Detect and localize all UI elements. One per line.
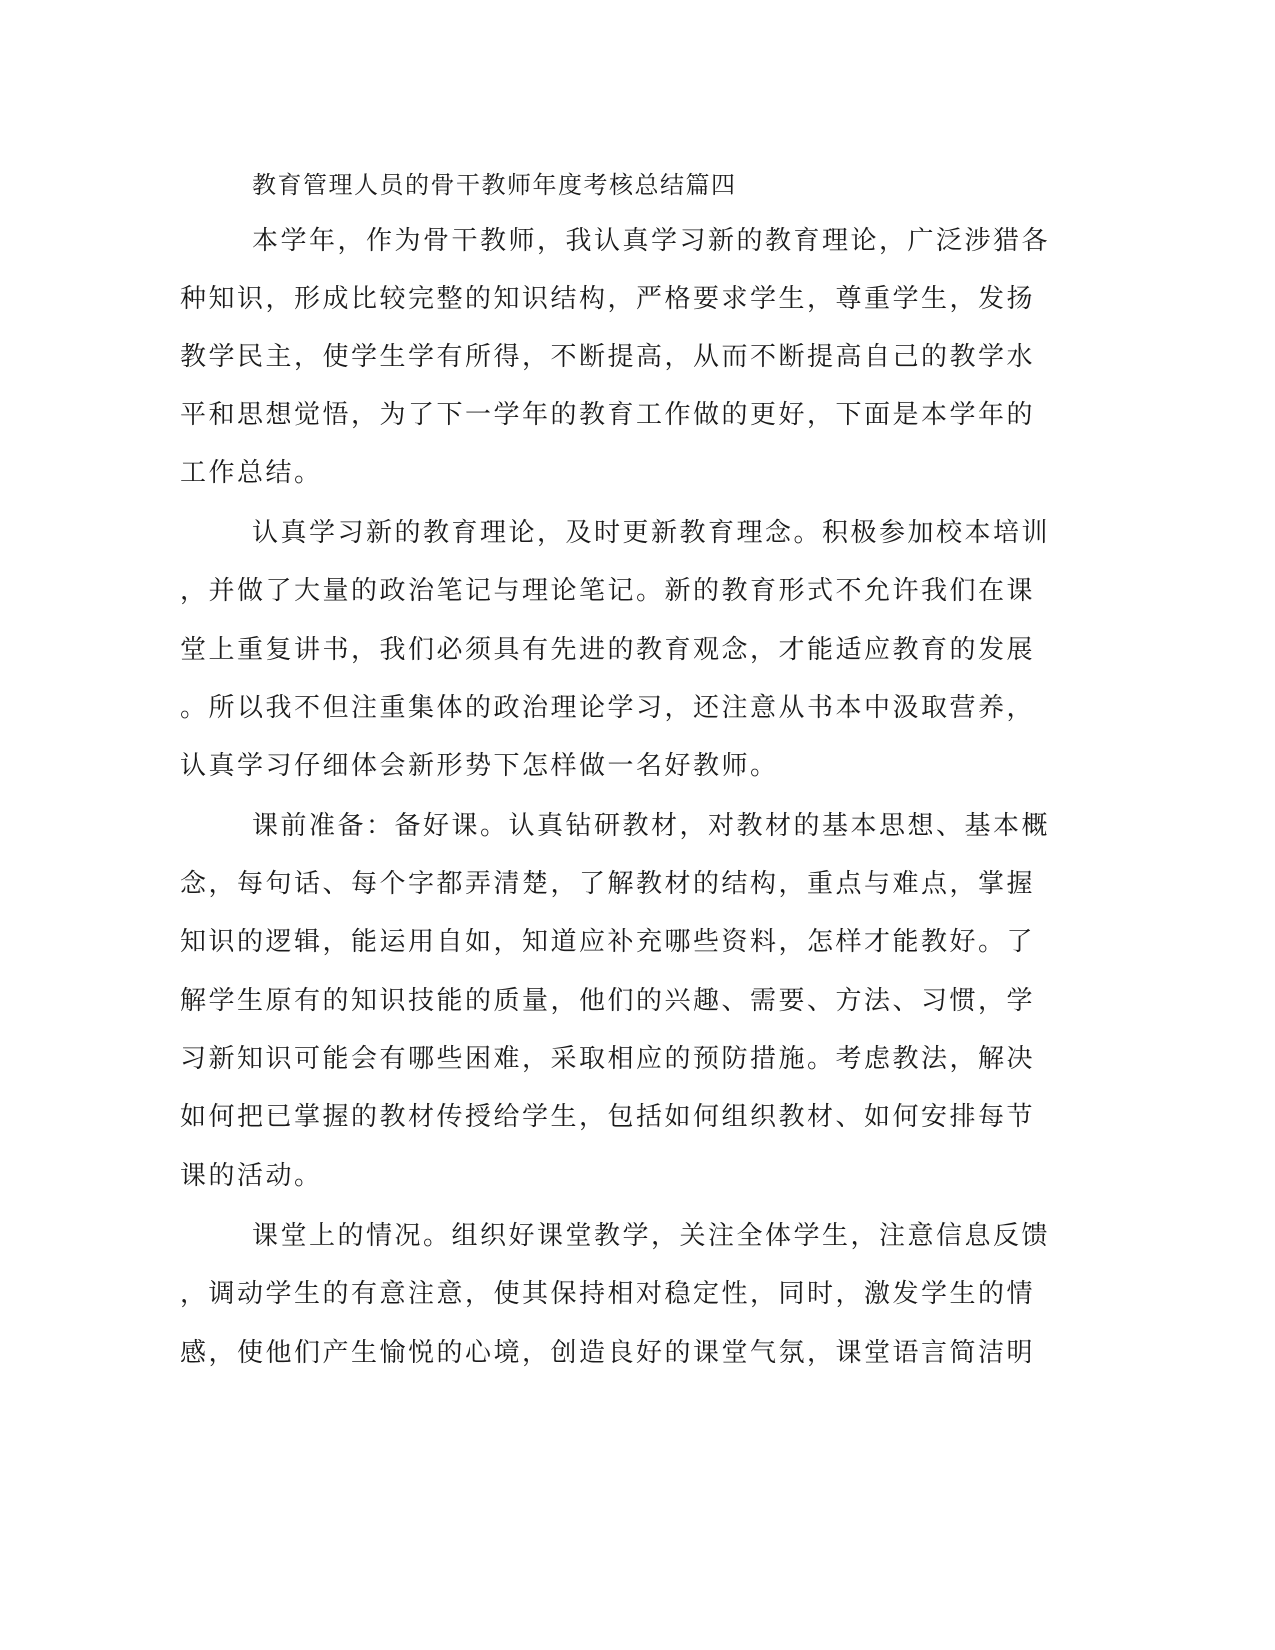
paragraph-3-line-7: 课的活动。 (180, 1161, 323, 1191)
paragraph-1-line-3: 教学民主，使学生学有所得，不断提高，从而不断提高自己的教学水 (180, 342, 1036, 372)
paragraph-2-line-5: 认真学习仔细体会新形势下怎样做一名好教师。 (180, 751, 779, 781)
paragraph-2-line-4: 。所以我不但注重集体的政治理论学习，还注意从书本中汲取营养， (180, 693, 1036, 723)
paragraph-4-line-1: 课堂上的情况。组织好课堂教学，关注全体学生，注意信息反馈 (252, 1221, 1051, 1251)
paragraph-1-line-1: 本学年，作为骨干教师，我认真学习新的教育理论，广泛涉猎各 (252, 226, 1051, 256)
document-title: 教育管理人员的骨干教师年度考核总结篇四 (252, 171, 737, 199)
paragraph-1-line-2: 种知识，形成比较完整的知识结构，严格要求学生，尊重学生，发扬 (180, 284, 1036, 314)
paragraph-3-line-3: 知识的逻辑，能运用自如，知道应补充哪些资料，怎样才能教好。了 (180, 927, 1036, 957)
paragraph-1-line-4: 平和思想觉悟，为了下一学年的教育工作做的更好，下面是本学年的 (180, 400, 1036, 430)
paragraph-2-line-2: ，并做了大量的政治笔记与理论笔记。新的教育形式不允许我们在课 (180, 576, 1036, 606)
paragraph-3-line-2: 念，每句话、每个字都弄清楚，了解教材的结构，重点与难点，掌握 (180, 869, 1036, 899)
paragraph-4-line-2: ，调动学生的有意注意，使其保持相对稳定性，同时，激发学生的情 (180, 1279, 1036, 1309)
paragraph-3-line-5: 习新知识可能会有哪些困难，采取相应的预防措施。考虑教法，解决 (180, 1044, 1036, 1074)
paragraph-2-line-1: 认真学习新的教育理论，及时更新教育理念。积极参加校本培训 (252, 518, 1051, 548)
paragraph-2-line-3: 堂上重复讲书，我们必须具有先进的教育观念，才能适应教育的发展 (180, 635, 1036, 665)
paragraph-1-line-5: 工作总结。 (180, 458, 323, 488)
paragraph-3-line-4: 解学生原有的知识技能的质量，他们的兴趣、需要、方法、习惯，学 (180, 986, 1036, 1016)
paragraph-3-line-6: 如何把已掌握的教材传授给学生，包括如何组织教材、如何安排每节 (180, 1102, 1036, 1132)
paragraph-4-line-3: 感，使他们产生愉悦的心境，创造良好的课堂气氛，课堂语言简洁明 (180, 1338, 1036, 1368)
paragraph-3-line-1: 课前准备：备好课。认真钻研教材，对教材的基本思想、基本概 (252, 811, 1051, 841)
